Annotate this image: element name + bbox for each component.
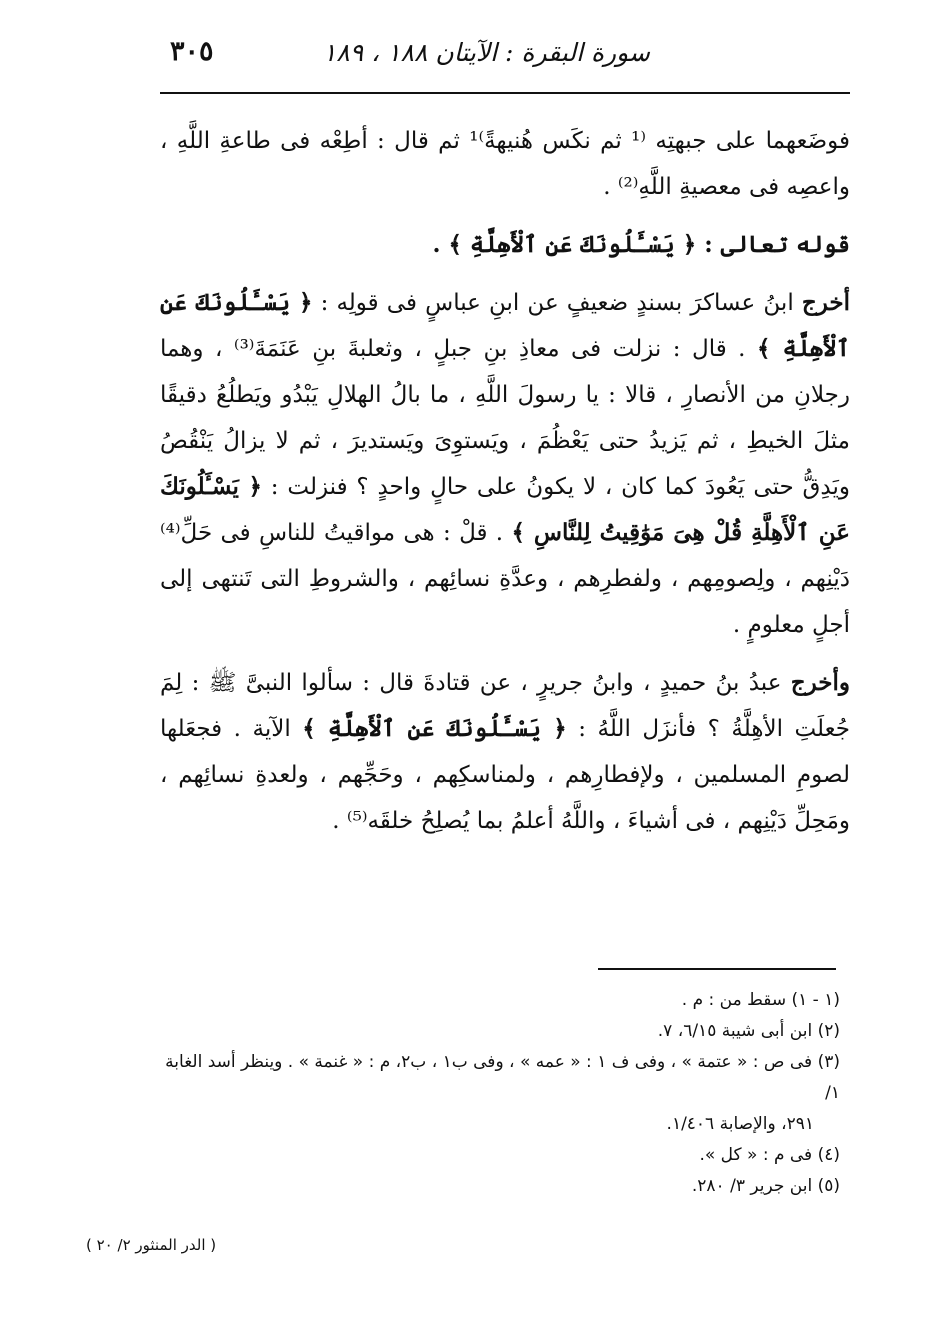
footnote-3: (٣) فى ص : « عتمة » ، وفى ف ١ : « عمه » ، وفى ب١ ، ب٢، م : « غنمة » . وينظر أسد الغابة ١/ bbox=[165, 1052, 840, 1103]
paragraph-3-text-2: الآية . فجعَلها لصومِ المسلمين ، ولإفطارِهم ، ولمناسكِهم ، وحَجِّهم ، ولعدةِ نسائِهم ، ومَحِلِّ دَيْنِهم ، فى أشياءَ ، واللَّهُ أعلمُ بما يُصلِحُ خلقَه⁽⁵⁾ . bbox=[160, 716, 850, 834]
paragraph-1: فوضَعهما على جبهتِه ⁽¹ ثم نكَس هُنيهةً⁾¹ ثم قال : أطِعْه فى طاعةِ اللَّهِ ، واعصِه فى معصيةِ اللَّهِ⁽²⁾ . bbox=[160, 128, 850, 200]
footnote-2: (٢) ابن أبى شيبة ٦/١٥، ٧. bbox=[657, 1021, 840, 1041]
footnote-3-continued: ٢٩١، والإصابة ١/٤٠٦. bbox=[666, 1114, 814, 1134]
source-reference: ( الدر المنثور ٢/ ٢٠ ) bbox=[86, 1236, 217, 1254]
header-rule bbox=[160, 92, 850, 94]
footnote-rule bbox=[598, 968, 836, 970]
paragraph-3 bbox=[160, 660, 850, 844]
footnotes bbox=[150, 985, 840, 1202]
paragraph-2-text-1: ابنُ عساكرَ بسندٍ ضعيفٍ عن ابنِ عباسٍ فى قولِه : bbox=[312, 290, 802, 316]
paragraph-2-lead: أخرج bbox=[801, 289, 851, 316]
paragraph-2-text-2: . قال : نزلت فى معاذِ بنِ جبلٍ ، وثعلبةَ بنِ عَنَمَةَ⁽³⁾ ، وهما رجلانِ من الأنصارِ ، قالا : يا رسولَ اللَّهِ ، ما بالُ الهلالِ يَبْدُو ويَطلُعُ دقيقًا مثلَ الخيطِ ، ثم يَزيدُ حتى يَعْظُمَ ، ويَستوِىَ ويَستديرَ ، ثم لا يزالُ يَنْقُصُ ويَدِقُّ حتى يَعُودَ كما كان ، لا يكونُ على حالٍ واحدٍ ؟ فنزلت : bbox=[160, 336, 850, 500]
paragraph-2-text-3: . قلْ : هى مواقيتُ للناسِ فى حَلِّ⁽⁴⁾ دَيْنِهم ، ولِصومِهم ، ولفطرِهم ، وعدَّةِ نسائِهم ، والشروطِ التى تَنتهى إلى أجلٍ معلومٍ . bbox=[160, 520, 850, 638]
heading-verse: ﴿ يَسْـَٔلُونَكَ عَنِ ٱلْأَهِلَّةِ ﴾ . bbox=[432, 231, 697, 258]
section-heading bbox=[160, 222, 850, 268]
paragraph-2-verse-2: ﴿ يَسْـَٔلُونَكَ عَنِ ٱلْأَهِلَّةِ قُلْ هِىَ مَوَٰقِيتُ لِلنَّاسِ ﴾ bbox=[160, 473, 850, 546]
page-header bbox=[160, 30, 850, 94]
footnote-5: (٥) ابن جرير ٣/ ٢٨٠. bbox=[691, 1176, 840, 1196]
heading-lead: قوله تعالى : bbox=[696, 231, 850, 258]
paragraph-2 bbox=[160, 280, 850, 648]
footnote-4: (٤) فى م : « كل ». bbox=[699, 1145, 840, 1165]
paragraph-3-lead: وأخرج bbox=[790, 669, 850, 696]
footnote-1: (١ - ١) سقط من : م . bbox=[681, 990, 840, 1010]
paragraph-3-verse: ﴿ يَسْـَٔلُونَكَ عَنِ ٱلْأَهِلَّةِ ﴾ bbox=[302, 715, 567, 742]
page-number: ٣٠٥ bbox=[170, 36, 214, 67]
paragraph-3-text-1: عبدُ بنُ حميدٍ ، وابنُ جريرٍ ، عن قتادةَ قال : سألوا النبىَّ ﷺ : لِمَ جُعلَتِ الأهِلَّةُ ؟ فأنزَل اللَّهُ : bbox=[160, 670, 850, 742]
body-text bbox=[160, 118, 850, 856]
paragraph-2-verse-1: ﴿ يَسْـَٔلُونَكَ عَنِ ٱلْأَهِلَّةِ ﴾ bbox=[160, 289, 850, 362]
running-title: سورة البقرة : الآيتان ١٨٨ ، ١٨٩ bbox=[322, 38, 650, 67]
